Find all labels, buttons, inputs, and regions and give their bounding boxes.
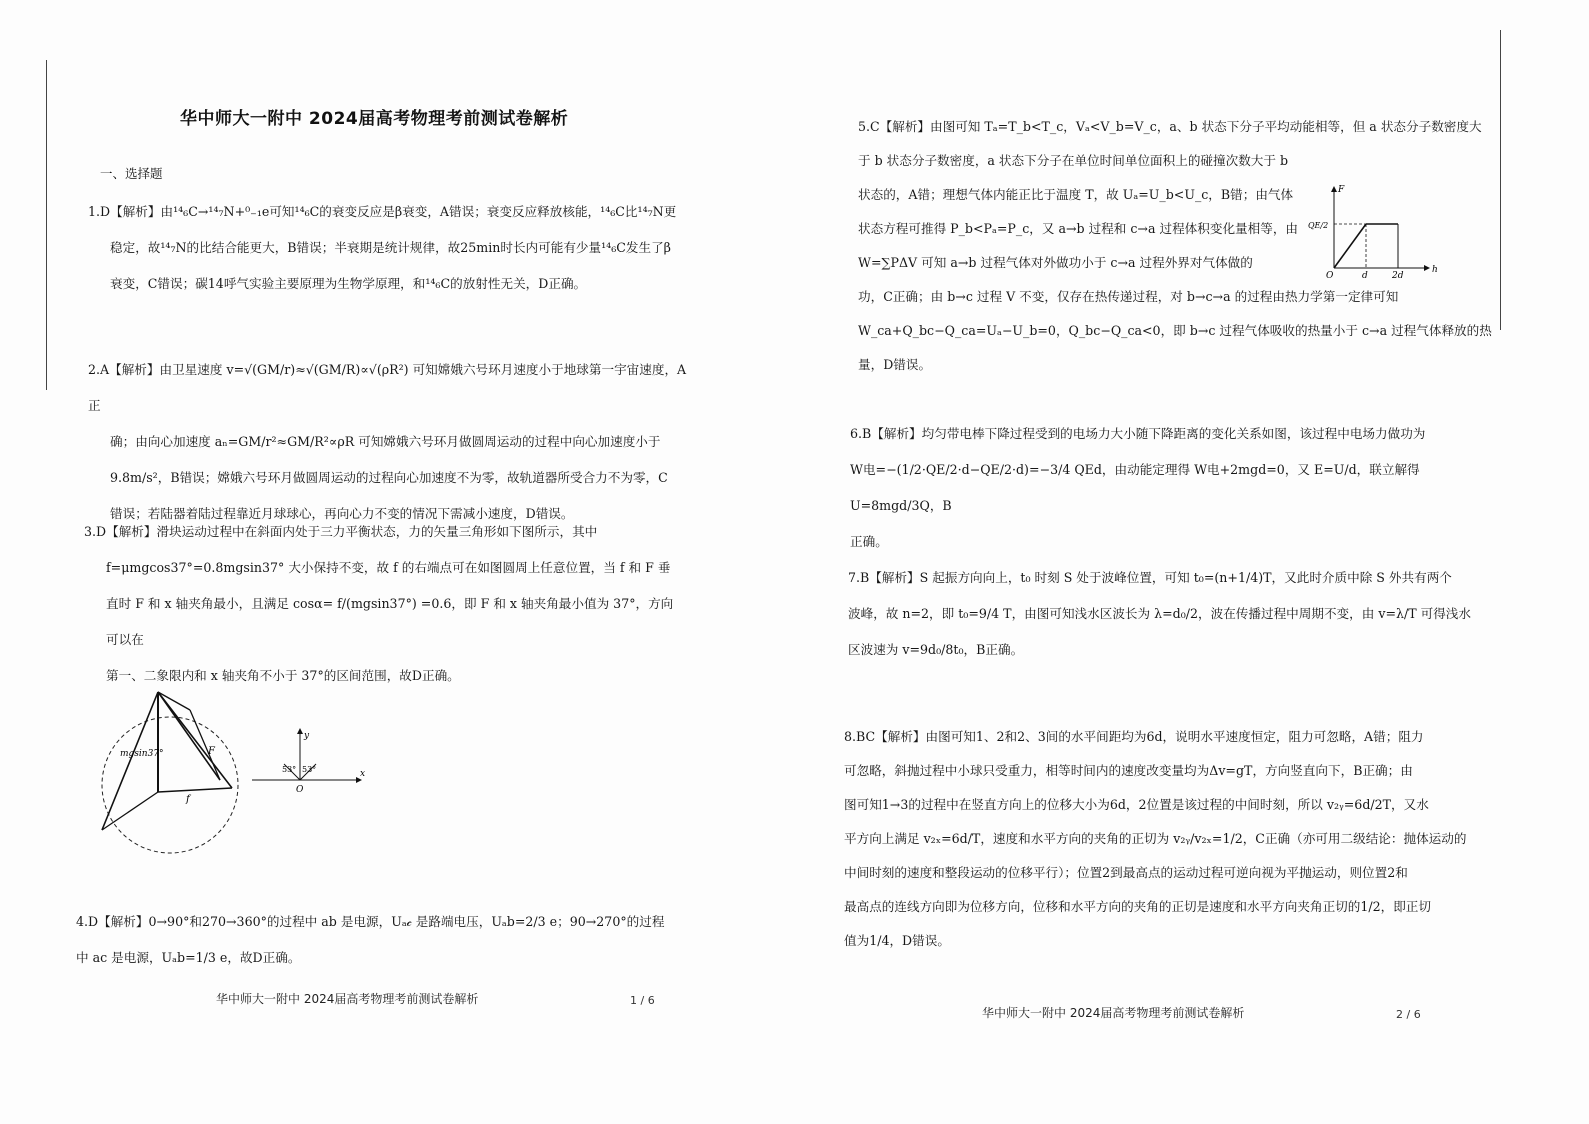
answer-line: 中 ac 是电源，Uₐb=1/3 e，故D正确。	[76, 950, 301, 965]
page-footer: 华中师大一附中 2024届高考物理考前测试卷解析	[982, 1006, 1245, 1020]
answer-q4	[76, 904, 686, 976]
label-angle-left: 53°	[282, 765, 297, 774]
label-origin: O	[296, 785, 304, 795]
page-number: 1 / 6	[630, 994, 655, 1007]
answer-q8	[844, 720, 1512, 958]
graph-ylabel: F	[1338, 185, 1345, 195]
label-f: f	[186, 794, 190, 805]
label-x: x	[360, 769, 366, 779]
section-heading: 一、选择题	[100, 166, 163, 181]
answer-q1	[88, 194, 688, 302]
answer-line: 8.BC【解析】由图可知1、2和2、3间的水平间距均为6d，说明水平速度恒定，阻力可忽略，A错；阻力	[844, 729, 1424, 744]
answer-line: 最高点的连线方向即为位移方向，位移和水平方向的夹角的正切是速度和水平方向夹角正切的1/2，即正切	[844, 899, 1431, 914]
y-arrow-icon	[297, 728, 303, 734]
answer-line: 9.8m/s²，B错误；嫦娥六号环月做圆周运动的过程向心加速度不为零，故轨道器所受合力不为零，C	[110, 470, 668, 485]
right-page	[790, 0, 1589, 1124]
F-vector	[158, 692, 220, 780]
graph-xtick: O	[1326, 271, 1334, 280]
answer-line: f=μmgcos37°=0.8mgsin37° 大小保持不变，故 f 的右端点可在如图圆周上任意位置，当 f 和 F 垂	[106, 560, 671, 575]
label-y: y	[304, 731, 310, 741]
answer-line: 衰变，C错误；碳14呼气实验主要原理为生物学原理，和¹⁴₆C的放射性无关，D正确。	[110, 276, 587, 291]
force-triangle-figure	[90, 680, 250, 870]
f-vector	[158, 788, 232, 792]
answer-line: 稳定，故¹⁴₇N的比结合能更大，B错误；半衰期是统计规律，故25min时长内可能有少量¹⁴₆C发生了β	[110, 240, 671, 255]
answer-line: W电=−(1/2·QE/2·d−QE/2·d)=−3/4 QEd，由动能定理得 W电+2mgd=0，又 E=U/d，联立解得 U=8mgd/3Q，B	[850, 462, 1420, 513]
answer-line: 值为1/4，D错误。	[844, 933, 950, 948]
force-height-graph	[1300, 180, 1440, 280]
answer-line: 于 b 状态分子数密度，a 状态下分子在单位时间单位面积上的碰撞次数大于 b	[858, 153, 1289, 168]
label-F: F	[208, 746, 215, 757]
answer-q3	[84, 514, 684, 694]
answer-line: 正确。	[850, 534, 888, 549]
page-title: 华中师大一附中 2024届高考物理考前测试卷解析	[180, 109, 569, 129]
force-line	[102, 692, 158, 830]
force-line	[158, 692, 190, 710]
answer-line: 6.B【解析】均匀带电棒下降过程受到的电场力大小随下降距离的变化关系如图，该过程中电场力做功为	[850, 426, 1426, 441]
graph-rising-segment	[1334, 224, 1366, 268]
label-angle-right: 53°	[302, 765, 317, 774]
answer-line: 确；由向心加速度 aₙ=GM/r²≈GM/R²∝ρR 可知嫦娥六号环月做圆周运动的过程中向心加速度小于	[110, 434, 661, 449]
page-edge-line	[46, 60, 47, 390]
axes-angle-figure	[248, 726, 368, 798]
label-mg: mgsin37°	[120, 749, 164, 759]
answer-line: W=∑PΔV 可知 a→b 过程气体对外做功小于 c→a 过程外界对气体做的	[858, 255, 1253, 270]
answer-line: 错误；若陆器着陆过程靠近月球球心，再向心力不变的情况下需减小速度，D错误。	[110, 506, 574, 521]
answer-line: 2.A【解析】由卫星速度 v=√(GM/r)≈√(GM/R)∝√(ρR²) 可知嫦娥六号环月速度小于地球第一宇宙速度，A正	[88, 362, 687, 413]
answer-q7	[848, 560, 1512, 668]
answer-line: 功，C正确；由 b→c 过程 V 不变，仅存在热传递过程，对 b→c→a 的过程由热力学第一定律可知	[858, 289, 1399, 304]
graph-ytick: QE/2	[1308, 221, 1329, 230]
y-arrow-icon	[1331, 186, 1337, 192]
answer-line: W_ca+Q_bc−Q_ca=Uₐ−U_b=0，Q_bc−Q_ca<0，即 b→c 过程气体吸收的热量小于 c→a 过程气体释放的热	[858, 323, 1492, 338]
graph-xtick: 2d	[1392, 271, 1404, 280]
answer-line: 区波速为 v=9d₀/8t₀，B正确。	[848, 642, 1024, 657]
answer-line: 3.D【解析】滑块运动过程中在斜面内处于三力平衡状态，力的矢量三角形如下图所示，其中	[84, 524, 598, 539]
answer-line: 7.B【解析】S 起振方向向上，t₀ 时刻 S 处于波峰位置，可知 t₀=(n+1/4)T，又此时介质中除 S 外共有两个	[848, 570, 1452, 585]
answer-line: 图可知1→3的过程中在竖直方向上的位移大小为6d，2位置是该过程的中间时刻，所以 v₂ᵧ=6d/2T，又水	[844, 797, 1429, 812]
answer-line: 4.D【解析】0→90°和270→360°的过程中 ab 是电源，Uₐ𝒸 是路端电压，Uₐb=2/3 e；90→270°的过程	[76, 914, 665, 929]
answer-line: 平方向上满足 v₂ₓ=6d/T，速度和水平方向的夹角的正切为 v₂ᵧ/v₂ₓ=1/2，C正确（亦可用二级结论：抛体运动的	[844, 831, 1467, 846]
answer-line: 状态方程可推得 P_b<Pₐ=P_c，又 a→b 过程和 c→a 过程体积变化量相等，由	[858, 221, 1299, 236]
answer-q6	[850, 416, 1510, 560]
page-number: 2 / 6	[1396, 1008, 1421, 1021]
answer-q2	[88, 352, 688, 532]
left-page	[0, 0, 790, 1124]
page-footer: 华中师大一附中 2024届高考物理考前测试卷解析	[216, 992, 479, 1006]
answer-line: 直时 F 和 x 轴夹角最小，且满足 cosα= f/(mgsin37°) =0.6，即 F 和 x 轴夹角最小值为 37°，方向可以在	[106, 596, 674, 647]
dashed-circle	[102, 717, 238, 853]
graph-xlabel: h	[1432, 265, 1438, 275]
answer-line: 第一、二象限内和 x 轴夹角不小于 37°的区间范围，故D正确。	[106, 668, 460, 683]
answer-line: 可忽略，斜抛过程中小球只受重力，相等时间内的速度改变量均为Δv=gT，方向竖直向下，B正确；由	[844, 763, 1413, 778]
answer-line: 5.C【解析】由图可知 Tₐ=T_b<T_c，Vₐ<V_b=V_c，a、b 状态下分子平均动能相等，但 a 状态分子数密度大	[858, 119, 1482, 134]
answer-line: 量，D错误。	[858, 357, 932, 372]
graph-xtick: d	[1362, 271, 1368, 280]
answer-line: 波峰，故 n=2，即 t₀=9/4 T，由图可知浅水区波长为 λ=d₀/2，波在传播过程中周期不变，由 v=λ/T 可得浅水	[848, 606, 1471, 621]
x-arrow-icon	[1424, 265, 1430, 271]
answer-line: 状态的，A错；理想气体内能正比于温度 T，故 Uₐ=U_b<U_c，B错；由气体	[858, 187, 1294, 202]
answer-line: 1.D【解析】由¹⁴₆C→¹⁴₇N+⁰₋₁e可知¹⁴₆C的衰变反应是β衰变，A错误；衰变反应释放核能，¹⁴₆C比¹⁴₇N更	[88, 204, 677, 219]
answer-line: 中间时刻的速度和整段运动的位移平行）；位置2到最高点的运动过程可逆向视为平抛运动，则位置2和	[844, 865, 1408, 880]
